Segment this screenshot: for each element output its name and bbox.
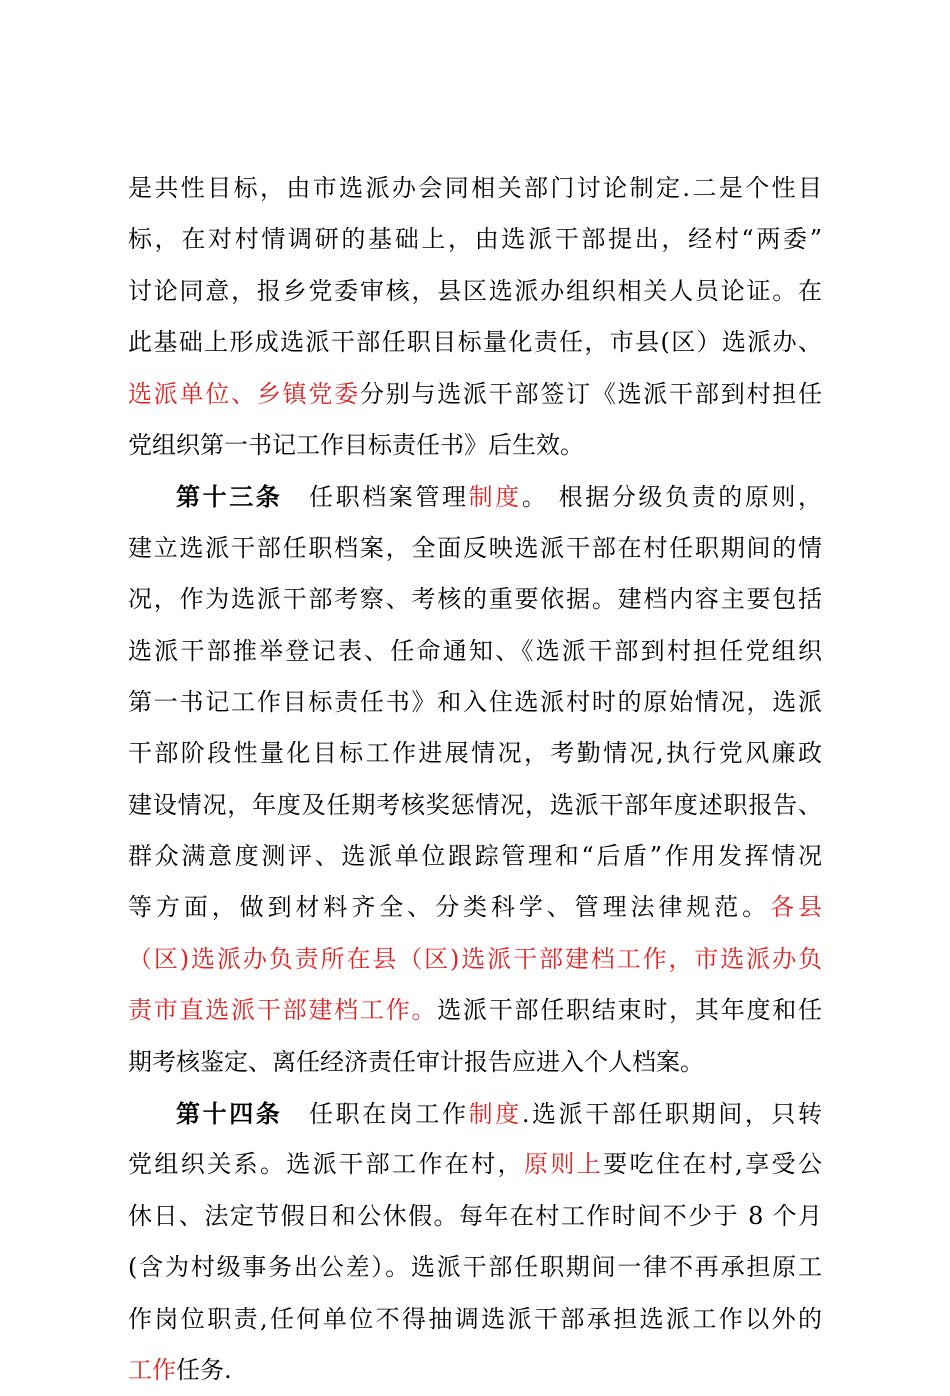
- text-line: [128, 369, 822, 420]
- text-line: [128, 1191, 822, 1242]
- highlighted-text: （区)选派办负责所在县（区)选派干部建档工作，市选派办负: [128, 944, 822, 973]
- text-segment: 要吃住在村,享受公: [603, 1150, 823, 1179]
- text-line: [128, 934, 822, 985]
- text-line: [128, 728, 822, 779]
- text-segment: 讨论同意，报乡党委审核，县区选派办组织相关人员论证。在: [128, 276, 822, 305]
- text-segment: 况，作为选派干部考察、考核的重要依据。建档内容主要包括: [128, 585, 822, 614]
- text-line: [128, 317, 822, 368]
- highlighted-text: 工作: [128, 1355, 176, 1384]
- text-line: [128, 574, 822, 625]
- text-segment: 选派干部任职结束时，其年度和任: [437, 996, 823, 1025]
- text-segment: 是共性目标，由市选派办会同相关部门讨论制定.二是个性目: [128, 174, 822, 202]
- text-line: [128, 677, 822, 728]
- text-segment: 作岗位职责,任何单位不得抽调选派干部承担选派工作以外的: [128, 1304, 822, 1333]
- text-segment: 任职在岗工作: [306, 1100, 469, 1129]
- text-line: [128, 163, 822, 214]
- text-line: [128, 780, 822, 831]
- text-segment: 党组织关系。选派干部工作在村，: [128, 1150, 524, 1179]
- text-segment: 分别与选派干部签订《选派干部到村担任: [359, 379, 823, 408]
- text-segment: 。 根据分级负责的原则，: [521, 483, 823, 512]
- highlighted-text: 选派单位、乡镇党委: [128, 379, 360, 408]
- text-segment: (含为村级事务出公差）。选派干部任职期间一律不再承担原工: [128, 1253, 822, 1282]
- text-line: [128, 1139, 822, 1190]
- article-number: 第十四条: [176, 1099, 283, 1129]
- text-segment: 党组织第一书记工作目标责任书》后生效。: [128, 430, 584, 459]
- text-segment: 选派干部推举登记表、任命通知、《选派干部到村担任党组织: [128, 636, 822, 665]
- text-line: [128, 626, 822, 677]
- text-line: [128, 266, 822, 317]
- text-line: [128, 214, 822, 265]
- text-line: [128, 985, 822, 1036]
- text-line: [128, 523, 822, 574]
- text-line: [128, 1294, 822, 1345]
- text-segment: 标，在对村情调研的基础上，由选派干部提出，经村“两委”: [128, 225, 822, 254]
- text-segment: 第一书记工作目标责任书》和入住选派村时的原始情况，选派: [128, 687, 822, 716]
- text-segment: 此基础上形成选派干部任职目标量化责任，市县(区）选派办、: [128, 328, 822, 357]
- text-line: [128, 420, 822, 471]
- text-segment: 休日、法定节假日和公休假。每年在村工作时间不少于 8 个月: [128, 1201, 822, 1230]
- text-segment: 等方面，做到材料齐全、分类科学、管理法律规范。: [128, 893, 771, 922]
- highlighted-text: 责市直选派干部建档工作。: [128, 996, 438, 1025]
- body-text: [128, 163, 822, 1396]
- highlighted-text: 原则上: [523, 1150, 604, 1179]
- highlighted-text: 各县: [770, 893, 823, 922]
- text-segment: 干部阶段性量化目标工作进展情况，考勤情况,执行党风廉政: [128, 739, 822, 768]
- text-line: [128, 1088, 822, 1139]
- text-line: [128, 1242, 822, 1293]
- text-segment: 群众满意度测评、选派单位跟踪管理和“后盾”作用发挥情况: [128, 842, 822, 871]
- highlighted-text: 制度: [468, 1100, 522, 1129]
- text-line: [128, 471, 822, 522]
- text-segment: 任务.: [176, 1355, 232, 1384]
- text-line: [128, 831, 822, 882]
- text-segment: 建立选派干部任职档案，全面反映选派干部在村任职期间的情: [128, 533, 822, 562]
- text-segment: 期考核鉴定、离任经济责任审计报告应进入个人档案。: [128, 1047, 704, 1076]
- text-segment: .选派干部任职期间，只转: [521, 1100, 823, 1129]
- text-line: [128, 1037, 822, 1088]
- article-number: 第十三条: [176, 482, 283, 512]
- text-line: [128, 1345, 822, 1396]
- text-line: [128, 882, 822, 933]
- text-segment: 建设情况，年度及任期考核奖惩情况，选派干部年度述职报告、: [128, 790, 822, 819]
- highlighted-text: 制度: [468, 483, 522, 512]
- text-segment: 任职档案管理: [306, 483, 469, 512]
